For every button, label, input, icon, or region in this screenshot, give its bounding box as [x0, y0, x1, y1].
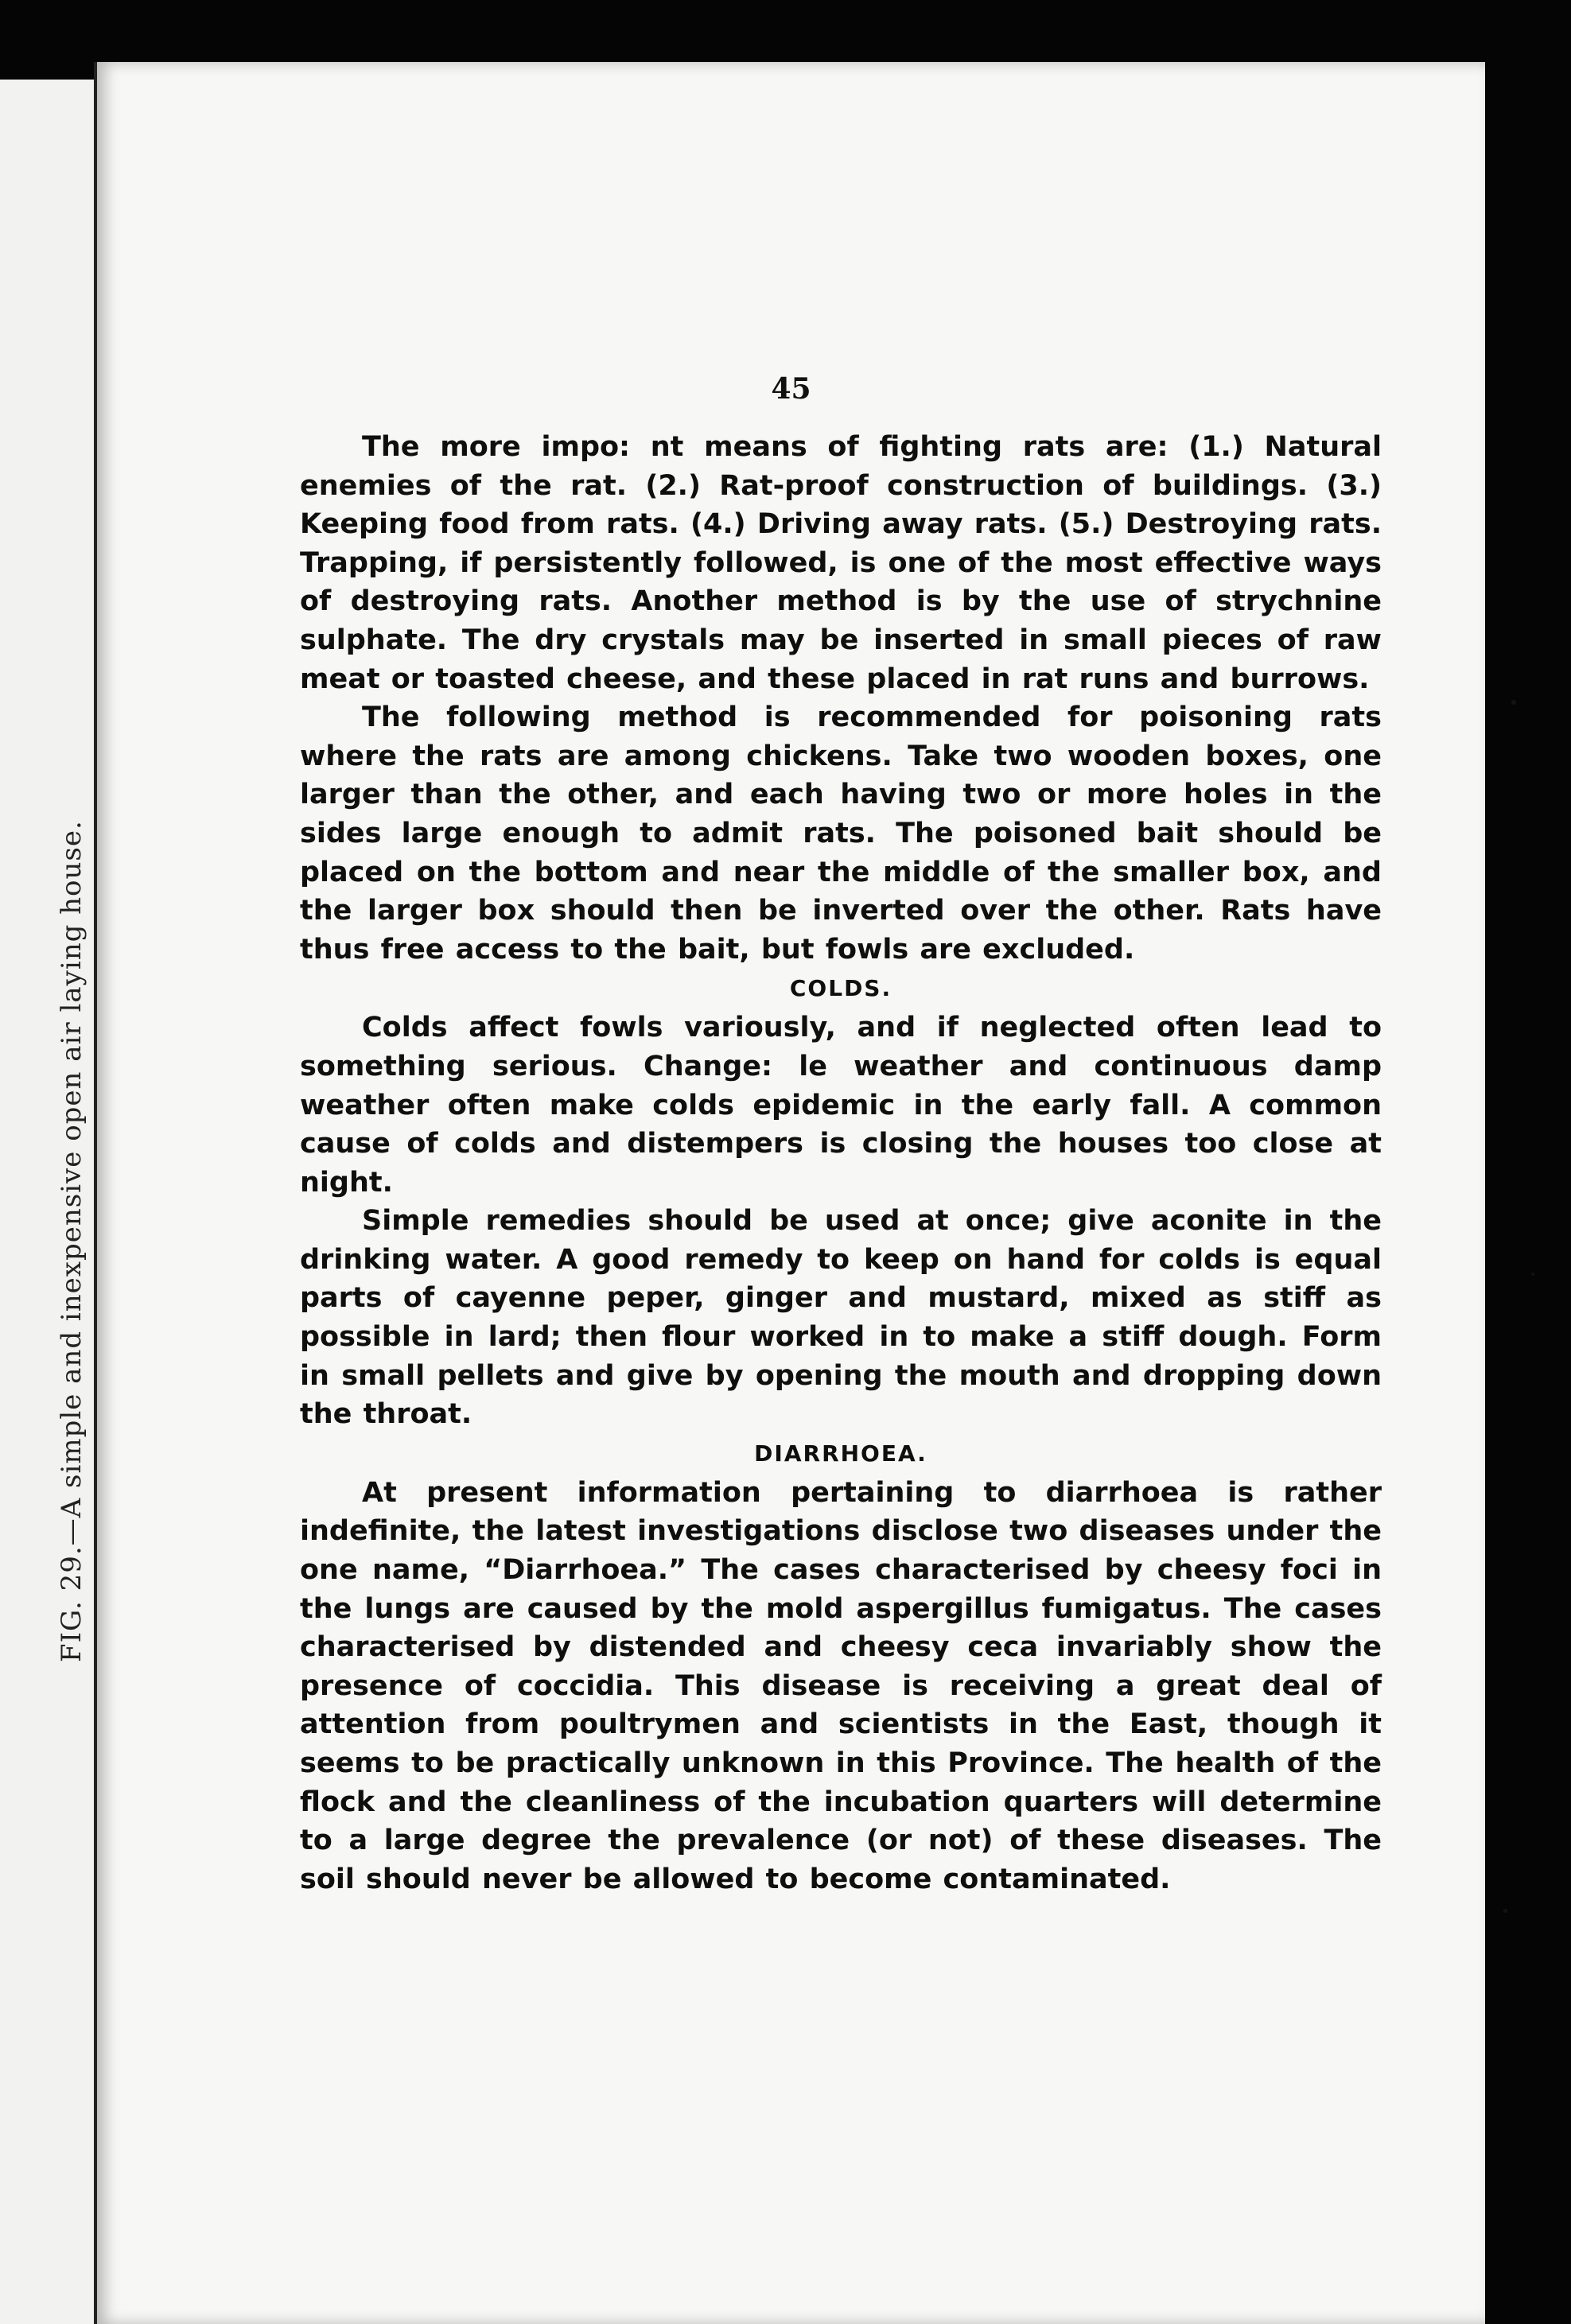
paragraph-rats-means: The more impo: nt means of fighting rats are: (1.) Natural enemies of the rat. (2.) Rat-proof construction of buildings. (3.) Keeping food from rats. (4.) Driving away rats. (5.) Destroying rats. Trapping, if persistently followed, is one of the most effective ways of destroying rats. Another method is by the use of strychnine sulphate. The dry crystals may be inserted in small pieces of raw meat or toasted cheese, and these placed in rat runs and burrows.: [300, 431, 1382, 695]
paragraph-diarrhoea: At present information pertaining to diarrhoea is rather indefinite, the latest investigations disclose two diseases under the one name, “Diarrhoea.” The cases characterised by cheesy foci in the lungs are caused by the mold aspergillus fumigatus. The cases characterised by distended and cheesy ceca invariably show the presence of coccidia. This disease is receiving a great deal of attention from poultrymen and scientists in the East, though it seems to be practically unknown in this Province. The health of the flock and the cleanliness of the incubation quarters will determine to a large degree the prevalence (or not) of these diseases. The soil should never be allowed to become contaminated.: [300, 1476, 1382, 1895]
paragraph-rats-poisoning: The following method is recommended for poisoning rats where the rats are among chickens. Take two wooden boxes, one larger than the other, and each having two or more holes in the sides large enough to admit rats. The poisoned bait should be placed on the bottom and near the middle of the smaller box, and the larger box should then be inverted over the other. Rats have thus free access to the bait, but fowls are excluded.: [300, 701, 1382, 966]
page-body: [300, 428, 1382, 1898]
book-page: [94, 62, 1485, 2324]
figure-caption-text: FIG. 29.—A simple and inexpensive open air laying house.: [56, 820, 87, 1662]
heading-diarrhoea: DIARRHOEA.: [754, 1440, 927, 1467]
paragraph-colds-remedies: Simple remedies should be used at once; give aconite in the drinking water. A good remedy to keep on hand for colds is equal parts of cayenne peper, ginger and mustard, mixed as stiff as possible in lard; then flour worked in to make a stiff dough. Form in small pellets and give by opening the mouth and dropping down the throat.: [300, 1205, 1382, 1431]
heading-colds: COLDS.: [789, 975, 892, 1002]
paragraph-colds-causes: Colds affect fowls variously, and if neglected often lead to something serious. Change: le weather and continuous damp weather often make colds epidemic in the early fall. A common cause of colds and distempers is closing the houses too close at night.: [300, 1012, 1382, 1199]
scan-speck: [1531, 1273, 1534, 1276]
page-number: 45: [771, 372, 811, 406]
scan-speck: [1511, 700, 1516, 705]
scan-speck: [1503, 1909, 1507, 1913]
